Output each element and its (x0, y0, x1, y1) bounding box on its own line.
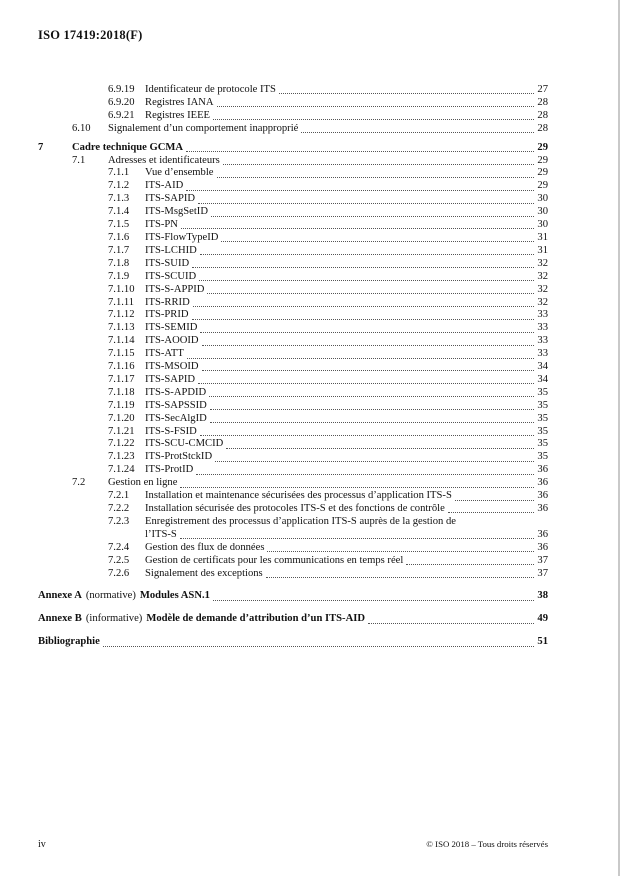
toc-entry-number: 7.1.4 (108, 206, 130, 218)
toc-annex-title: Annexe B (38, 613, 82, 625)
toc-annex-kind: (informative) (85, 613, 143, 625)
toc-dot-leader (196, 474, 534, 475)
toc-dot-leader (200, 254, 535, 255)
toc-dot-leader (202, 345, 535, 346)
toc-dot-leader (213, 119, 534, 120)
toc-entry-label: ITS-ProtStckID (145, 451, 213, 463)
toc-entry-page: 28 (537, 109, 548, 121)
toc-entry (38, 84, 548, 97)
toc-entry-page: 29 (537, 180, 548, 192)
toc-entry (38, 477, 548, 490)
toc-entry-page: 34 (537, 373, 548, 385)
toc-entry-number: 6.9.19 (108, 84, 135, 95)
toc-entry-label: ITS-AID (145, 180, 184, 192)
toc-entry (38, 193, 548, 206)
toc-entry-label: Installation sécurisée des protocoles ITS-S et des fonctions de contrôle (145, 503, 445, 514)
toc-entry (38, 555, 548, 568)
toc-dot-leader (217, 177, 535, 178)
toc-entry-number: 7.1.21 (108, 425, 135, 437)
toc-entry-number: 7.1.1 (108, 167, 130, 179)
toc-entry-number: 7.2.3 (108, 515, 130, 527)
toc-entry-number: 7.1.22 (108, 438, 135, 450)
toc-entry-page: 36 (537, 464, 548, 476)
toc-entry-number: 7.1.23 (108, 451, 135, 463)
toc-entry (38, 271, 548, 284)
toc-entry-label: Vue d’ensemble (145, 167, 214, 179)
toc-entry-number: 7.1.3 (108, 193, 130, 205)
toc-dot-leader (198, 203, 534, 204)
toc-annex-label: Modules ASN.1 (139, 590, 210, 602)
toc-entry (38, 374, 548, 387)
toc-entry-number: 7.2.4 (108, 541, 130, 553)
toc-dot-leader (267, 551, 534, 552)
toc-entry (38, 232, 548, 245)
toc-entry (38, 180, 548, 193)
toc-dot-leader (180, 538, 535, 539)
toc-entry-page: 36 (537, 528, 548, 540)
toc-entry-page: 35 (537, 438, 548, 450)
toc-entry (38, 613, 548, 626)
toc-dot-leader (223, 164, 535, 165)
toc-dot-leader (213, 600, 534, 601)
toc-entry-number: 7.1.17 (108, 373, 135, 385)
toc-entry-label: ITS-RRID (145, 296, 190, 308)
toc-entry-number: 7.2.2 (108, 503, 130, 514)
toc-entry-page: 30 (537, 219, 548, 231)
toc-entry-page: 30 (537, 193, 548, 205)
toc-entry-page: 35 (537, 386, 548, 398)
toc-dot-leader (209, 396, 534, 397)
toc-entry-number: 7.1.14 (108, 335, 135, 347)
toc-entry-label: Identificateur de protocole ITS (145, 84, 276, 95)
toc-entry-label: ITS-LCHID (145, 244, 197, 256)
toc-entry-number: 7.1.18 (108, 386, 135, 398)
toc-entry (38, 348, 548, 361)
toc-entry-number: 7.1.7 (108, 244, 130, 256)
toc-dot-leader (187, 358, 535, 359)
toc-entry-label: Enregistrement des processus d’application ITS-S auprès de la gestion de (145, 515, 456, 527)
toc-entry-label: ITS-SecAlgID (145, 412, 207, 424)
toc-entry-label: Signalement des exceptions (145, 567, 263, 579)
toc-entry-number: 7.1.16 (108, 361, 135, 373)
toc-entry-label: ITS-SAPID (145, 373, 196, 385)
toc-dot-leader (368, 623, 534, 624)
toc-dot-leader (202, 370, 535, 371)
toc-dot-leader (448, 512, 535, 513)
toc-dot-leader (215, 461, 534, 462)
toc-entry-label: ITS-PN (145, 219, 178, 231)
toc-entry-label: ITS-S-FSID (145, 425, 197, 437)
toc-entry (38, 451, 548, 464)
toc-entry (38, 142, 548, 155)
toc-entry-number: 7 (38, 141, 44, 153)
toc-entry-number: 7.1.10 (108, 283, 135, 295)
toc-entry (38, 284, 548, 297)
toc-entry (38, 387, 548, 400)
toc-entry-label: ITS-PRID (145, 309, 189, 321)
toc-entry-number: 7.1.9 (108, 270, 130, 282)
toc-entry-number: 7.1.13 (108, 322, 135, 334)
toc-entry-label: Adresses et identificateurs (108, 154, 220, 166)
toc-dot-leader (186, 151, 534, 152)
toc-entry (38, 361, 548, 374)
toc-entry-number: 7.1.20 (108, 412, 135, 424)
toc-entry (38, 542, 548, 555)
toc-entry (38, 167, 548, 180)
toc-entry-page: 33 (537, 335, 548, 347)
toc-entry (38, 438, 548, 451)
toc-entry-page: 27 (537, 84, 548, 95)
toc-dot-leader (193, 306, 535, 307)
toc-entry (38, 335, 548, 348)
toc-entry-label: ITS-S-APPID (145, 283, 205, 295)
toc-entry-page: 31 (537, 244, 548, 256)
toc-entry-label: ITS-ATT (145, 348, 184, 360)
toc-list (38, 84, 548, 649)
toc-entry-page: 36 (537, 477, 548, 489)
toc-dot-leader (455, 500, 535, 501)
document-header: ISO 17419:2018(F) (38, 28, 143, 42)
toc-dot-leader (180, 487, 534, 488)
toc-dot-leader (199, 280, 534, 281)
toc-entry-page: 35 (537, 399, 548, 411)
toc-entry (38, 219, 548, 232)
toc-annex-kind: (normative) (85, 590, 136, 602)
toc-entry-label: Signalement d’un comportement inapproprié (108, 122, 299, 134)
toc-entry-label: Registres IEEE (145, 109, 211, 121)
toc-entry (38, 97, 548, 110)
toc-entry (38, 413, 548, 426)
toc-dot-leader (210, 422, 535, 423)
toc-entry-number: 7.1.2 (108, 180, 130, 192)
toc-annex-title: Annexe A (38, 590, 82, 602)
toc-entry-page: 35 (537, 451, 548, 463)
toc-dot-leader (226, 448, 534, 449)
toc-entry-page: 49 (537, 613, 548, 625)
toc-entry-label: ITS-FlowTypeID (145, 231, 219, 243)
toc-entry-label: l’ITS-S (145, 528, 177, 540)
toc-entry-number: 7.1.24 (108, 464, 135, 476)
toc-dot-leader (200, 332, 534, 333)
toc-dot-leader (186, 190, 534, 191)
toc-dot-leader (217, 106, 535, 107)
toc-entry-page: 34 (537, 361, 548, 373)
toc-entry-page: 28 (537, 122, 548, 134)
toc-entry-number: 6.9.21 (108, 109, 135, 121)
toc-entry-page: 32 (537, 296, 548, 308)
toc-dot-leader (207, 293, 534, 294)
toc-entry-page: 33 (537, 309, 548, 321)
toc-entry-number: 7.1.12 (108, 309, 135, 321)
toc-entry-label: ITS-ProtID (145, 464, 194, 476)
toc-entry-number: 7.1 (72, 154, 86, 166)
toc-entry (38, 503, 548, 516)
toc-entry (38, 516, 548, 529)
toc-dot-leader (266, 577, 535, 578)
toc-entry-page: 28 (537, 96, 548, 108)
toc-entry-page: 37 (537, 554, 548, 566)
toc-entry (38, 245, 548, 258)
toc-entry-page: 32 (537, 283, 548, 295)
toc-entry (38, 123, 548, 136)
toc-dot-leader (181, 228, 534, 229)
toc-entry (38, 309, 548, 322)
toc-entry-number: 7.1.5 (108, 219, 130, 231)
toc-entry-label: ITS-SCUID (145, 270, 197, 282)
toc-entry-label: Gestion de certificats pour les communications en temps réel (145, 554, 404, 566)
toc-entry-number: 7.1.11 (108, 296, 135, 308)
toc-entry-number: 7.1.15 (108, 348, 135, 360)
toc-entry (38, 297, 548, 310)
toc-dot-leader (211, 216, 534, 217)
toc-entry-page: 29 (537, 141, 548, 153)
toc-entry-number: 7.1.8 (108, 257, 130, 269)
toc-entry-label: ITS-MsgSetID (145, 206, 208, 218)
toc-dot-leader (279, 93, 535, 94)
toc-entry (38, 206, 548, 219)
toc-dot-leader (192, 267, 534, 268)
toc-entry-page: 31 (537, 231, 548, 243)
toc-entry-page: 51 (537, 636, 548, 648)
toc-entry-label: ITS-SAPSSID (145, 399, 207, 411)
toc-entry-number: 7.1.6 (108, 231, 130, 243)
toc-entry-label: Registres IANA (145, 96, 214, 108)
page-number: iv (38, 839, 46, 850)
toc-entry-label: ITS-SAPID (145, 193, 196, 205)
toc-entry-page: 32 (537, 270, 548, 282)
toc-entry-page: 29 (537, 167, 548, 179)
toc-dot-leader (192, 319, 535, 320)
toc-dot-leader (301, 132, 534, 133)
toc-entry (38, 322, 548, 335)
toc-entry-page: 36 (537, 541, 548, 553)
toc-entry-label: ITS-SCU-CMCID (145, 438, 224, 450)
toc-entry-number: 6.9.20 (108, 96, 135, 108)
toc-dot-leader (221, 241, 534, 242)
toc-entry-number: 7.2.6 (108, 567, 130, 579)
toc-entry-page: 36 (537, 490, 548, 502)
copyright-notice: © ISO 2018 – Tous droits réservés (426, 839, 548, 849)
toc-entry-number: 7.1.19 (108, 399, 135, 411)
toc-entry (38, 258, 548, 271)
toc-dot-leader (103, 646, 535, 647)
toc-entry-label: ITS-SEMID (145, 322, 198, 334)
toc-entry (38, 490, 548, 503)
toc-entry (38, 568, 548, 581)
toc-entry-page: 35 (537, 425, 548, 437)
toc-entry-label: Cadre technique GCMA (72, 141, 184, 153)
toc-entry-page: 33 (537, 348, 548, 360)
toc-entry-page: 35 (537, 412, 548, 424)
toc-entry-page: 33 (537, 322, 548, 334)
toc-entry (38, 426, 548, 439)
toc-entry-label: Installation et maintenance sécurisées des processus d’application ITS-S (145, 490, 452, 502)
toc-entry-continuation (38, 529, 548, 542)
toc-entry-label: Gestion en ligne (108, 477, 178, 489)
toc-entry-number: 7.2 (72, 477, 86, 489)
toc-dot-leader (210, 409, 535, 410)
toc-entry (38, 464, 548, 477)
toc-dot-leader (200, 435, 535, 436)
toc-entry-label: Gestion des flux de données (145, 541, 265, 553)
toc-entry-number: 6.10 (72, 122, 91, 134)
toc-entry-label: ITS-S-APDID (145, 386, 207, 398)
toc-dot-leader (406, 564, 534, 565)
toc-entry (38, 590, 548, 603)
toc-entry-page: 32 (537, 257, 548, 269)
toc-annex-label: Modèle de demande d’attribution d’un ITS-AID (146, 613, 366, 625)
toc-biblio-label: Bibliographie (38, 636, 100, 648)
toc-entry-page: 30 (537, 206, 548, 218)
toc-entry-page: 36 (537, 503, 548, 514)
toc-entry-number: 7.2.5 (108, 554, 130, 566)
toc-entry-page: 37 (537, 567, 548, 579)
toc-entry (38, 636, 548, 649)
toc-entry-page: 29 (537, 154, 548, 166)
toc-entry (38, 110, 548, 123)
toc-entry-label: ITS-SUID (145, 257, 190, 269)
toc-entry-label: ITS-AOOID (145, 335, 199, 347)
toc-entry (38, 400, 548, 413)
toc-entry-number: 7.2.1 (108, 490, 130, 502)
toc-entry-label: ITS-MSOID (145, 361, 199, 373)
toc-dot-leader (198, 383, 534, 384)
toc-entry-page: 38 (537, 590, 548, 602)
toc-entry (38, 155, 548, 168)
